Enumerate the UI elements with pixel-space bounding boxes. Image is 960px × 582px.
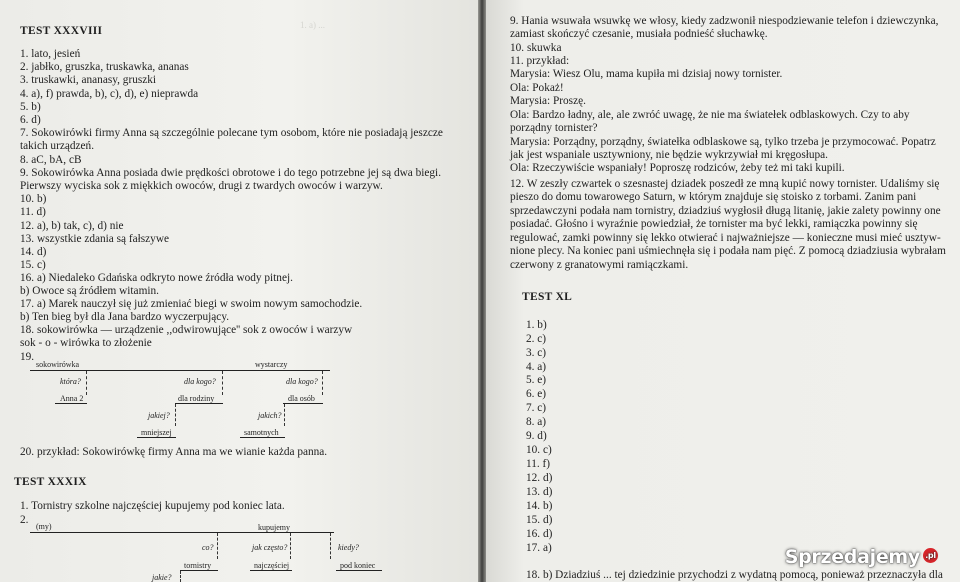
watermark-text: Sprzedajemy [784,546,920,568]
answer-line: Marysia: Porządny, porządny, światełka odblaskowe są, tylko trzeba je przymocować. Popatrz [510,136,936,148]
diagram-word: tornistry [184,561,212,570]
answer-line: 14. d) [20,246,47,258]
answer-line: 11. przykład: [510,55,570,67]
book-spine [478,0,486,582]
diagram-word: wystarczy [255,360,288,369]
diagram-question: co? [202,543,214,552]
answer-line: Marysia: Proszę. [510,95,586,107]
answer-line: Ola: Bardzo ładny, ale, ale zwróć uwagę, że nie ma światełek odblaskowych. Czy to aby [510,109,910,121]
diagram-question: jakich? [258,411,282,420]
answer-line: 3. c) [526,347,547,359]
answer-line: zamiast skończyć czesanie, musiała podnieść słuchawkę. [510,28,768,40]
diagram-word: dla rodziny [178,394,215,403]
answer-line: 5. b) [20,101,41,113]
answer-line: b) Ten bieg był dla Jana bardzo wyczerpujący. [20,311,230,323]
diagram-word: mniejszej [141,428,172,437]
diagram-question: jak często? [252,543,288,552]
answer-line: porządny tornister? [510,122,598,134]
answer-line: 1. Tornistry szkolne najczęściej kupujemy pod koniec lata. [20,500,285,512]
diagram-word: kupujemy [258,523,290,532]
answer-line: 3. truskawki, ananasy, gruszki [20,74,157,86]
answer-line: 6. e) [526,388,547,400]
answer-line: 12. a), b) tak, c), d) nie [20,220,124,232]
watermark [785,546,938,568]
answer-line: 5. e) [526,374,547,386]
answer-line: Ola: Rzeczywiście wspaniały! Poproszę rodziców, żeby też mi taki kupili. [510,162,845,174]
answer-line: 13. d) [526,486,553,498]
answer-line: Marysia: Wiesz Olu, mama kupiła mi dzisiaj nowy tornister. [510,68,783,80]
answer-line: 12. d) [526,472,553,484]
diagram-word: Anna 2 [60,394,84,403]
answer-line: 9. Sokowirówka Anna posiada dwie prędkości obrotowe i do tego potrzebne jej są dwa biegi. [20,167,442,179]
answer-line: 9. Hania wsuwała wsuwkę we włosy, kiedy zadzwonił niespodziewanie telefon i dziewczynka, [510,15,939,27]
answer-line: 14. b) [526,500,553,512]
answer-line: 8. aC, bA, cB [20,154,82,166]
answer-line: 7. c) [526,402,547,414]
answer-line: 1. lato, jesień [20,48,81,60]
diagram-question: jakie? [152,573,172,582]
answer-line: 8. a) [526,416,547,428]
answer-line: 10. b) [20,193,47,205]
diagram-question: dla kogo? [286,377,318,386]
diagram-question: która? [60,377,81,386]
watermark-suffix: .pl [923,548,938,563]
answer-line: sok - o - wirówka to złożenie [20,337,152,349]
answer-line: 4. a), f) prawda, b), c), d), e) nieprawda [20,88,199,100]
test-40-title: TEST XL [522,291,573,303]
answer-line: 4. a) [526,361,547,373]
answer-line: Pierwszy wyciska sok z miękkich owoców, drugi z twardych owoców i warzyw. [20,180,383,192]
test-38-title: TEST XXXVIII [20,25,103,37]
answer-line: jak jest wspaniale usztywniony, nie będzie wykrzywiał mi kręgosłupa. [510,149,829,161]
diagram-word: (my) [36,522,52,531]
answer-line: pieszo do domu towarowego Saturn, w którym znajduje się stoisko z torbami. Zanim pani [510,191,917,203]
answer-line: 10. skuwka [510,42,562,54]
answer-line: sprzedawczyni podała nam tornistry, dziadziuś wygłosił długą litanię, jakie zalety powinny one [510,205,941,217]
diagram-word: sokowirówka [36,360,80,369]
diagram-question: kiedy? [338,543,359,552]
answer-line: 1. b) [526,319,547,331]
answer-line: 17. a) Marek nauczył się już zmieniać biegi w swoim nowym samochodzie. [20,298,363,310]
answer-line: 2. [20,514,29,526]
answer-line: 2. jabłko, gruszka, truskawka, ananas [20,61,189,73]
answer-line: Ola: Pokaż! [510,82,564,94]
answer-line: posiadać. Głośno i wyraźnie powiedział, że tornister ma być lekki, ramiączka powinny się [510,218,918,230]
answer-line: 19. [20,351,35,363]
answer-line: 6. d) [20,114,41,126]
answer-line: 10. c) [526,444,552,456]
answer-line: 20. przykład: Sokowirówkę firmy Anna ma we wianie każda panna. [20,446,328,458]
diagram-question: jakiej? [148,411,170,420]
answer-line: 7. Sokowirówki firmy Anna są szczególnie polecane tym osobom, które nie posiadają jeszcze [20,127,443,139]
diagram-word: najczęściej [254,561,290,570]
diagram-word: samotnych [244,428,279,437]
answer-line: 2. c) [526,333,547,345]
answer-line: 16. a) Niedaleko Gdańska odkryto nowe źródła wody pitnej. [20,272,293,284]
left-page: 1. a) ... TEST XXXVIII 1. lato, jesień 2. jabłko, gruszka, truskawka, ananas 3. truskawki, ananasy, gruszki 4. a), f) prawda, b), c), d), e) nieprawda 5. b) 6. d) 7. Sokowirówki firmy Anna są szczególnie polecane tym osobom, które nie posiadają jeszcze takich urządzeń. 8. aC, bA, cB 9. Sokowirówka Anna posiada dwie prędkości obrotowe i do tego potrzebne jej są dwa biegi. Pierwszy wyciska sok z miękkich owoców, drugi z twardych owoców i warzyw. 10. b) 11. d) 12. a), b) tak, c), d) nie 13. wszystkie zdania są fałszywe 14. d) 15. c) 16. a) Niedaleko Gdańska odkryto nowe źródła wody pitnej. b) Owoce są źródłem witamin. 17. a) Marek nauczył się już zmieniać biegi w swoim nowym samochodzie. b) Ten bieg był dla Jana bardzo wyczerpujący. 18. sokowirówka — urządzenie ,,odwirowujące'' sok z owoców i warzyw sok - o - wirówka to złożenie 19. sokowirówka wystarczy która? dla kogo? dla kogo? Anna 2 dla rodziny dla osób jakiej? jakich? mniejszej samotnych 20. przykład: Sokowirówkę firmy Anna ma we wianie każda panna. TEST XXXIX 1. Tornistry szkolne najczęściej kupujemy pod koniec lata. 2. (my) kupujemy co? jak często? kiedy? tornistry najczęściej pod koniec jakie? [0,0,478,582]
answer-line: czerwony z granatowymi ramiączkami. [510,259,689,271]
answer-line: 17. a) [526,542,552,554]
right-page [486,0,960,582]
diagram-word: pod koniec [340,561,376,570]
answer-line: regulować, zamki powinny się lekko otwierać i najważniejsze — konieczne musi mieć usztyw- [510,232,941,244]
answer-line: 11. f) [526,458,551,470]
test-39-title: TEST XXXIX [14,476,87,488]
answer-line: 15. d) [526,514,553,526]
answer-line: nione plecy. Na koniec pani uśmiechnęła się i podała nam pięć. Z pomocą dziadziusia wybrałam [510,245,946,257]
answer-line: 11. d) [20,206,46,218]
answer-line: 18. sokowirówka — urządzenie ,,odwirowujące'' sok z owoców i warzyw [20,324,353,336]
diagram-word: dla osób [288,394,315,403]
answer-line: 16. d) [526,528,553,540]
answer-line: 9. d) [526,430,547,442]
answer-line: 13. wszystkie zdania są fałszywe [20,233,170,245]
answer-line: 15. c) [20,259,46,271]
answer-line: 18. b) Dziadziuś ... tej dziedzinie przychodzi z wydatną pomocą, ponieważ przeznaczyła dla [526,569,943,581]
answer-line: takich urządzeń. [20,140,95,152]
answer-line: b) Owoce są źródłem witamin. [20,285,159,297]
answer-line: 12. W zeszły czwartek o szesnastej dziadek poszedł ze mną kupić nowy tornister. Udaliśmy się [510,178,940,190]
diagram-question: dla kogo? [184,377,216,386]
